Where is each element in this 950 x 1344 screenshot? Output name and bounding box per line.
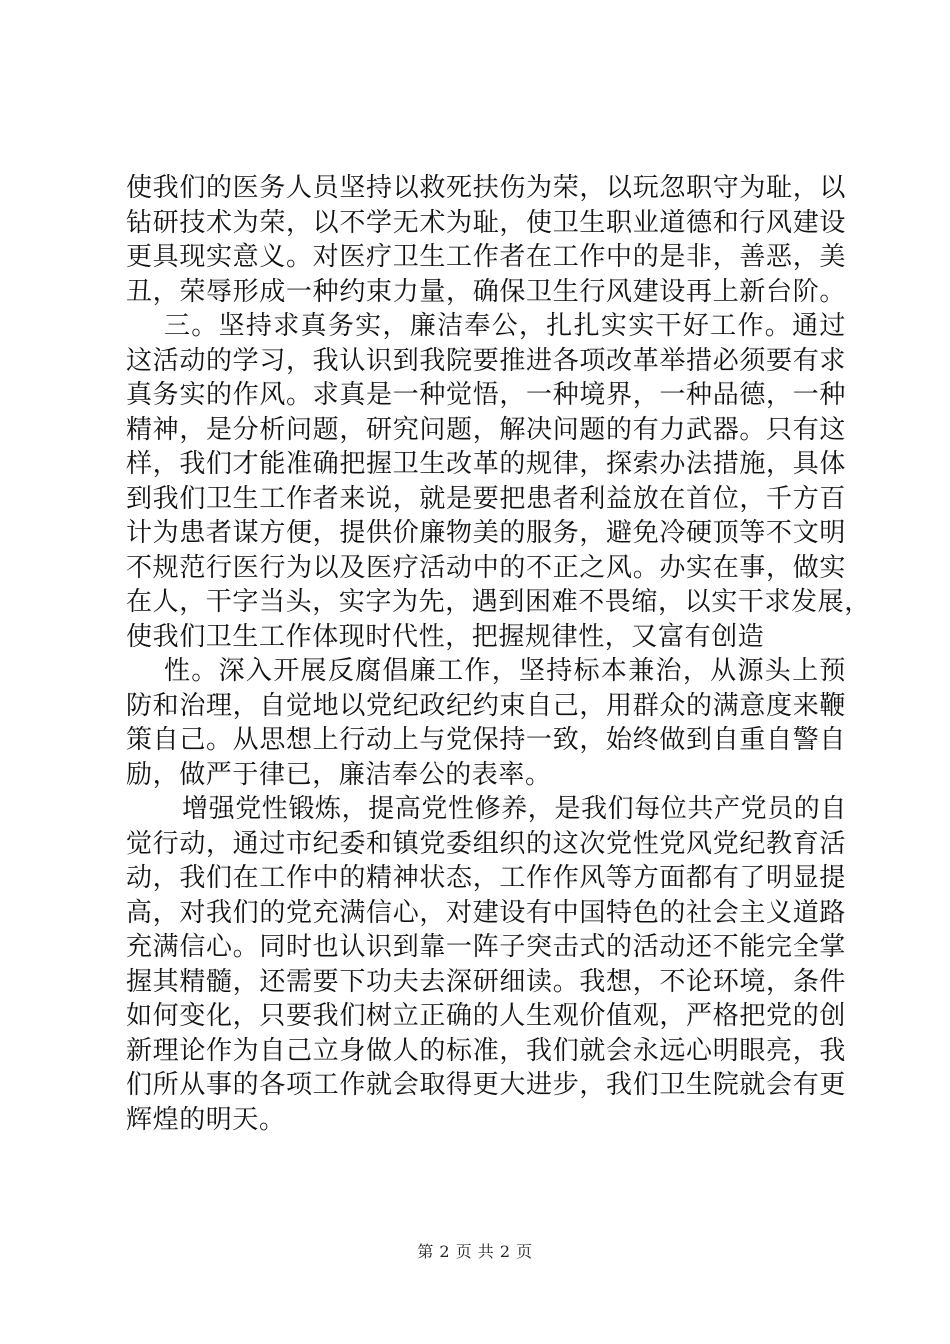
text-line: 动，我们在工作中的精神状态，工作作风等方面都有了明显提 xyxy=(126,863,846,893)
text-line: 新理论作为自己立身做人的标准，我们就会永远心明眼亮，我 xyxy=(126,1035,846,1066)
text-line: 觉行动，通过市纪委和镇党委组织的这次党性党风党纪教育活 xyxy=(126,828,846,859)
text-line: 策自己。从思想上行动上与党保持一致，始终做到自重自警自 xyxy=(126,725,846,755)
text-line: 使我们的医务人员坚持以救死扶伤为荣，以玩忽职守为耻，以 xyxy=(126,173,846,203)
text-line: 到我们卫生工作者来说，就是要把患者利益放在首位，千方百 xyxy=(126,483,846,514)
text-line: 更具现实意义。对医疗卫生工作者在工作中的是非，善恶，美 xyxy=(126,242,846,272)
text-line: 不规范行医行为以及医疗活动中的不正之风。办实在事，做实 xyxy=(126,552,846,583)
text-line: 辉煌的明天。 xyxy=(126,1104,286,1135)
text-line: 精神，是分析问题，研究问题，解决问题的有力武器。只有这 xyxy=(126,414,846,445)
text-line: 使我们卫生工作体现时代性，把握规律性，又富有创造 xyxy=(126,621,765,652)
text-line: 如何变化，只要我们树立正确的人生观价值观，严格把党的创 xyxy=(126,1001,846,1031)
text-line: 计为患者谋方便，提供价廉物美的服务，避免冷硬顶等不文明 xyxy=(126,518,846,548)
text-line: 在人，干字当头，实字为先，遇到困难不畏缩，以实干求发展， xyxy=(126,587,871,617)
text-line: 高，对我们的党充满信心，对建设有中国特色的社会主义道路 xyxy=(126,897,846,928)
text-line: 们所从事的各项工作就会取得更大进步，我们卫生院就会有更 xyxy=(126,1070,846,1100)
text-line-paragraph-start: 三。坚持求真务实，廉洁奉公，扎扎实实干好工作。通过 xyxy=(164,311,846,341)
body-text xyxy=(126,171,871,1137)
text-line: 这活动的学习，我认识到我院要推进各项改革举措必须要有求 xyxy=(126,345,846,376)
text-line: 真务实的作风。求真是一种觉悟，一种境界，一种品德，一种 xyxy=(126,380,846,410)
text-line: 充满信心。同时也认识到靠一阵子突击式的活动还不能完全掌 xyxy=(126,932,846,962)
text-line-paragraph-start: 增强党性锻炼，提高党性修养，是我们每位共产党员的自 xyxy=(182,794,848,824)
text-line: 丑，荣辱形成一种约束力量，确保卫生行风建设再上新台阶。 xyxy=(126,276,846,307)
text-line: 握其精髓，还需要下功夫去深研细读。我想，不论环境，条件 xyxy=(126,966,846,997)
text-line: 钻研技术为荣，以不学无术为耻，使卫生职业道德和行风建设 xyxy=(126,207,846,238)
text-line-paragraph-start: 性。深入开展反腐倡廉工作，坚持标本兼治，从源头上预 xyxy=(164,656,846,686)
text-line: 样，我们才能准确把握卫生改革的规律，探索办法措施，具体 xyxy=(126,449,846,479)
text-line: 励，做严于律已，廉洁奉公的表率。 xyxy=(126,759,552,790)
text-line: 防和治理，自觉地以党纪政纪约束自己，用群众的满意度来鞭 xyxy=(126,690,846,721)
page-number-footer: 第 2 页 共 2 页 xyxy=(417,1242,533,1261)
